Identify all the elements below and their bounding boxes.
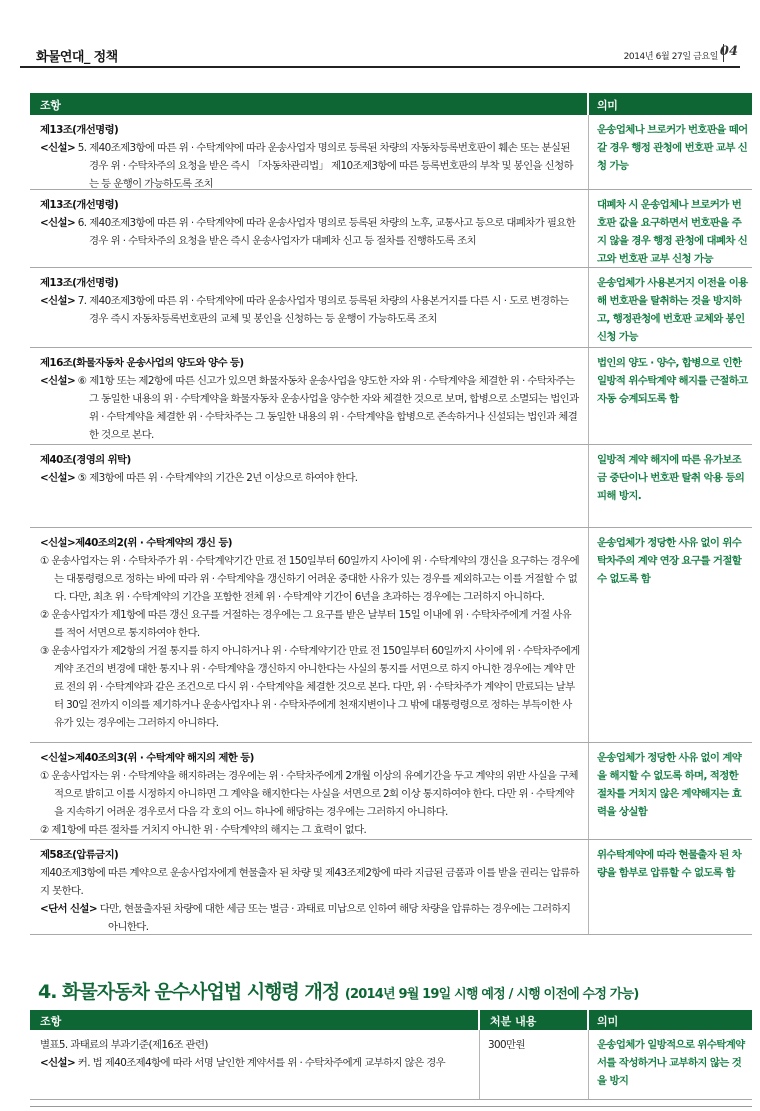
table-row bbox=[30, 445, 752, 528]
article-cell bbox=[40, 451, 580, 487]
new-tag: <신설> bbox=[40, 375, 76, 387]
article-cell bbox=[40, 354, 580, 444]
section-title: 4. 화물자동차 운수사업법 시행령 개정 bbox=[38, 981, 340, 1003]
article-text: 커. 법 제40조제4항에 따라 서명 날인한 계약서를 위 · 수탁차주에게 교부하지 않은 경우 bbox=[77, 1057, 446, 1069]
article-text: 5. 제40조제3항에 따른 위 · 수탁계약에 따라 운송사업자 명의로 등록된 차량의 자동차등록번호판이 훼손 또는 분실된 경우 위 · 수탁차주의 요청을 받은 즉시 「자동차관리법」 제10조제3항에 따른 등록번호판의 부착 및 봉인을 신청하는 등 운행이 가능하도록 조치 bbox=[77, 142, 573, 190]
header-rule bbox=[20, 66, 740, 68]
new-tag: <신설> bbox=[40, 142, 76, 154]
article-cell bbox=[40, 534, 580, 732]
column-header-penalty: 처분 내용 bbox=[480, 1010, 587, 1030]
article-text: 제40조제3항에 따른 계약으로 운송사업자에게 현물출자 된 차량 및 제43조제2항에 따라 지급된 금품과 이를 받을 권리는 압류하지 못한다. bbox=[40, 867, 580, 897]
clause-item: ③ 운송사업자가 제2항의 거절 통지를 하지 아니하거나 위 · 수탁계약기간 만료 전 150일부터 60일까지 사이에 위 · 수탁차주에게 계약 조건의 변경에 대한 통지나 위 · 수탁계약을 갱신하지 아니한다는 사실의 통지를 서면으로 하지 아니한 경우에는 계약 만료 전의 위 · 수탁계약과 같은 조건으로 다시 위 · 수탁계약을 체결한 것으로 본다. 다만, 위 · 수탁차주가 계약이 만료되는 날부터 30일 전까지 이의를 제기하거나 운송사업자나 위 · 수탁차주에게 천재지변이나 그 밖에 대통령령으로 정하는 부득이한 사유가 있는 경우에는 그러하지 아니하다. bbox=[40, 645, 580, 729]
table-row bbox=[30, 743, 752, 840]
bottom-rule bbox=[30, 1106, 752, 1107]
meaning-cell: 위수탁계약에 따라 현물출자 된 차량을 함부로 압류할 수 없도록 함 bbox=[597, 849, 742, 879]
meaning-cell: 대폐차 시 운송업체나 브로커가 번호판 값을 요구하면서 번호판을 주지 않을 경우 행정 관청에 대폐차 신고와 번호판 교부 신청 가능 bbox=[597, 199, 748, 265]
clause-item: ② 운송사업자가 제1항에 따른 갱신 요구를 거절하는 경우에는 그 요구를 받은 날부터 15일 이내에 위 · 수탁차주에게 거절 사유를 적어 서면으로 통지하여야 한다. bbox=[40, 609, 572, 639]
article-title: <신설>제40조의3(위 · 수탁계약 해지의 제한 등) bbox=[40, 752, 254, 764]
article-cell bbox=[40, 196, 580, 250]
article-text: 6. 제40조제3항에 따른 위 · 수탁계약에 따라 운송사업자 명의로 등록된 차량의 노후, 교통사고 등으로 대폐차가 필요한 경우 위 · 수탁차주의 요청을 받은 즉시 운송사업자가 대폐차 신고 등 절차를 진행하도록 조치 bbox=[77, 217, 576, 247]
article-title: 제16조(화물자동차 운송사업의 양도와 양수 등) bbox=[40, 357, 244, 369]
column-header-article: 조항 bbox=[30, 1010, 478, 1030]
column-header-meaning: 의미 bbox=[589, 1010, 752, 1030]
table-row bbox=[30, 348, 752, 445]
clause-item: ① 운송사업자는 위 · 수탁계약을 해지하려는 경우에는 위 · 수탁차주에게 2개월 이상의 유예기간을 두고 계약의 위반 사실을 구체적으로 밝히고 이를 시정하지 아니하면 그 계약을 해지한다는 사실을 서면으로 2회 이상 통지하여야 한다. 다만 위 · 수탁계약을 지속하기 어려운 경우로서 다음 각 호의 어느 하나에 해당하는 경우에는 그러하지 아니하다. bbox=[40, 770, 578, 818]
table-row bbox=[30, 268, 752, 348]
article-cell bbox=[40, 1036, 476, 1072]
page-header bbox=[20, 40, 740, 66]
meaning-cell: 운송업체가 정당한 사유 없이 위수탁차주의 계약 연장 요구를 거절할 수 없도록 함 bbox=[597, 537, 742, 585]
article-text: 다만, 현물출자된 차량에 대한 세금 또는 벌금 · 과태료 미납으로 인하여 해당 차량을 압류하는 경우에는 그러하지 아니한다. bbox=[99, 903, 571, 933]
penalty-cell: 300만원 bbox=[488, 1039, 525, 1051]
column-header-meaning: 의미 bbox=[589, 93, 752, 115]
table-row bbox=[30, 115, 752, 190]
article-cell bbox=[40, 274, 580, 328]
article-text: 7. 제40조제3항에 따른 위 · 수탁계약에 따라 운송사업자 명의로 등록된 차량의 사용본거지를 다른 시 · 도로 변경하는 경우 즉시 자동차등록번호판의 교체 및 봉인을 신청하는 등 운행이 가능하도록 조치 bbox=[77, 295, 569, 325]
article-text: ⑥ 제1항 또는 제2항에 따른 신고가 있으면 화물자동차 운송사업을 양도한 자와 위 · 수탁계약을 체결한 위 · 수탁차주는 그 동일한 내용의 위 · 수탁계약을 화물자동차 운송사업을 양수한 자와 체결한 것으로 보며, 합병으로 소멸되는 법인과 위 · 수탁계약을 체결한 위 · 수탁차주는 그 동일한 내용의 위 · 수탁계약을 합병으로 존속하거나 신설되는 법인과 체결한 것으로 본다. bbox=[77, 375, 579, 441]
section-name: 화물연대_ 정책 bbox=[36, 50, 118, 65]
article-title: 제40조(경영의 위탁) bbox=[40, 454, 131, 466]
new-tag: <신설> bbox=[40, 217, 76, 229]
article-title: 제13조(개선명령) bbox=[40, 124, 119, 136]
table-header bbox=[30, 93, 752, 115]
meaning-cell: 법인의 양도 · 양수, 합병으로 인한 일방적 위수탁계약 해지를 근절하고 자동 승계되도록 함 bbox=[597, 357, 748, 405]
decree-table bbox=[30, 1010, 752, 1087]
meaning-cell: 일방적 계약 해지에 따른 유가보조금 중단이나 번호판 탈취 악용 등의 피해 방지. bbox=[597, 454, 745, 502]
new-tag: <신설> bbox=[40, 472, 76, 484]
meaning-cell: 운송업체가 사용본거지 이전을 이용해 번호판을 탈취하는 것을 방지하고, 행정관청에 번호판 교체와 봉인 신청 가능 bbox=[597, 277, 748, 343]
section-subtitle: (2014년 9월 19일 시행 예정 / 시행 이전에 수정 가능) bbox=[344, 987, 639, 1002]
new-tag: <신설> bbox=[40, 295, 76, 307]
page-number: 04 bbox=[719, 44, 738, 59]
article-title: <신설>제40조의2(위 · 수탁계약의 갱신 등) bbox=[40, 537, 232, 549]
article-text: ⑤ 제3항에 따른 위 · 수탁계약의 기간은 2년 이상으로 하여야 한다. bbox=[77, 472, 358, 484]
table-row bbox=[30, 840, 752, 935]
table-row bbox=[30, 1030, 752, 1100]
article-title: 별표5. 과태료의 부과기준(제16조 관련) bbox=[40, 1039, 208, 1051]
amendment-table bbox=[30, 93, 752, 933]
clause-item: ① 운송사업자는 위 · 수탁차주가 위 · 수탁계약기간 만료 전 150일부터 60일까지 사이에 위 · 수탁계약의 갱신을 요구하는 경우에는 대통령령으로 정하는 바에 따라 위 · 수탁계약을 갱신하기 어려운 중대한 사유가 있는 경우를 제외하고는 이를 거절할 수 없다. 다만, 최초 위 · 수탁계약의 기간을 포함한 전체 위 · 수탁계약 기간이 6년을 초과하는 경우에는 그러하지 아니하다. bbox=[40, 555, 580, 603]
article-title: 제13조(개선명령) bbox=[40, 199, 119, 211]
article-cell bbox=[40, 121, 580, 193]
new-tag: <단서 신설> bbox=[40, 903, 97, 915]
issue-date: 2014년 6월 27일 금요일 bbox=[623, 52, 718, 62]
column-header-article: 조항 bbox=[30, 93, 587, 115]
table-row bbox=[30, 190, 752, 268]
clause-item: ② 제1항에 따른 절차를 거치지 아니한 위 · 수탁계약의 해지는 그 효력이 없다. bbox=[40, 824, 367, 836]
table-header bbox=[30, 1010, 752, 1030]
section-heading bbox=[38, 977, 638, 1004]
meaning-cell: 운송업체나 브로커가 번호판을 떼어갈 경우 행정 관청에 번호판 교부 신청 가능 bbox=[597, 124, 748, 172]
article-title: 제58조(압류금지) bbox=[40, 849, 119, 861]
article-cell bbox=[40, 846, 580, 936]
article-cell bbox=[40, 749, 580, 839]
new-tag: <신설> bbox=[40, 1057, 76, 1069]
article-title: 제13조(개선명령) bbox=[40, 277, 119, 289]
table-row bbox=[30, 528, 752, 743]
meaning-cell: 운송업체가 정당한 사유 없이 계약을 해지할 수 없도록 하며, 적정한 절차를 거치지 않은 계약해지는 효력을 상실함 bbox=[597, 752, 742, 818]
meaning-cell: 운송업체가 일방적으로 위수탁계약서를 작성하거나 교부하지 않는 것을 방지 bbox=[597, 1039, 745, 1087]
